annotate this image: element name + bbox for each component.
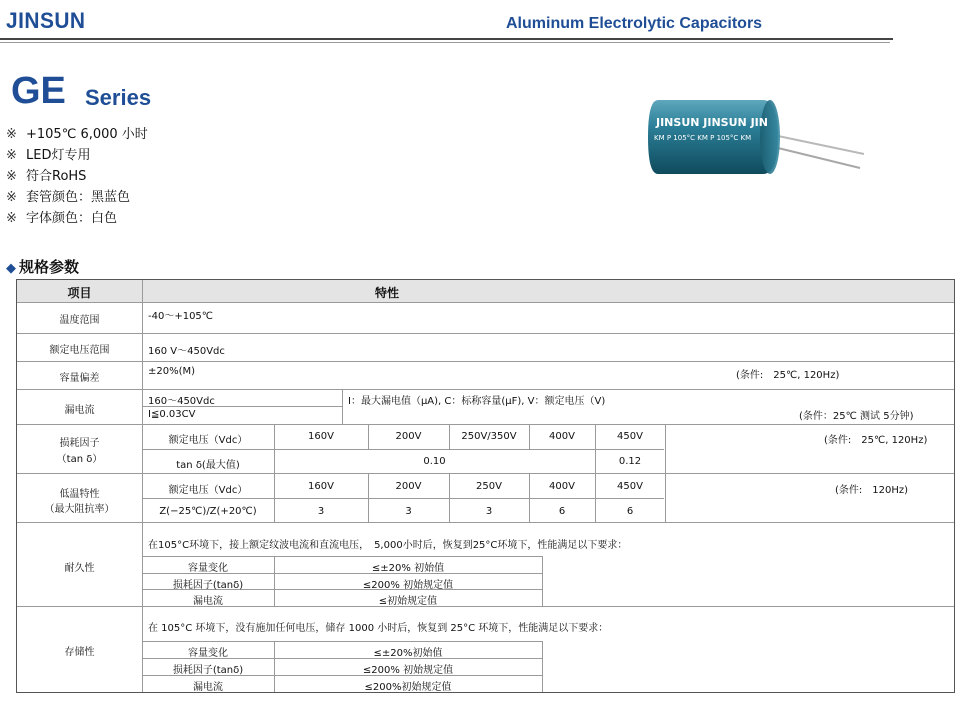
df-voltage: 400V: [549, 431, 575, 442]
lt-ratio: 3: [485, 506, 493, 517]
row-label-leakage: 漏电流: [64, 405, 95, 416]
endurance-item: 容量变化: [188, 563, 228, 574]
lt-ratio: 6: [626, 506, 634, 517]
row-label-low-temperature-sub: （最大阻抗率）: [44, 504, 115, 515]
endurance-item: 漏电流: [193, 596, 223, 607]
df-tan-value: 0.12: [618, 456, 642, 467]
capacitor-icon: [638, 90, 868, 185]
df-voltage: 250V/350V: [461, 431, 517, 442]
tolerance-condition: (条件: 25℃, 120Hz): [736, 370, 840, 381]
df-voltage: 450V: [617, 431, 643, 442]
svg-text:KM P 105°C KM P 105°C KM: KM P 105°C KM P 105°C KM: [654, 134, 752, 142]
feature-item: ※ 符合RoHS: [6, 169, 87, 184]
lt-ratio-label: Z(−25℃)/Z(+20℃): [159, 506, 257, 517]
endurance-item: 损耗因子(tanδ): [172, 580, 244, 591]
temperature-value: -40～+105℃: [148, 311, 214, 322]
storage-value: ≤±20%初始值: [373, 648, 443, 659]
spec-table: [16, 279, 955, 693]
feature-item: ※ LED灯专用: [6, 148, 91, 163]
lt-voltage: 450V: [617, 481, 643, 492]
endurance-value: ≤初始规定值: [378, 596, 438, 607]
df-voltage-label: 额定电压（Vdc）: [168, 435, 248, 446]
row-label-temperature: 温度范围: [59, 315, 100, 326]
storage-item: 漏电流: [193, 682, 223, 693]
brand-logo: JINSUN: [6, 8, 86, 33]
storage-description: 在 105°C 环境下，没有施加任何电压，储存 1000 小时后，恢复到 25°C 环境下，性能满足以下要求：: [148, 623, 609, 634]
row-label-tolerance: 容量偏差: [59, 373, 100, 384]
header-rule: [0, 38, 893, 40]
document-title: Aluminum Electrolytic Capacitors: [506, 15, 763, 32]
leakage-note: I：最大漏电值（μA), C：标称容量(μF), V：额定电压（V): [348, 396, 606, 407]
leakage-formula: I≦0.03CV: [148, 409, 196, 420]
lt-voltage: 160V: [308, 481, 334, 492]
spec-heading: ◆ 规格参数: [6, 258, 80, 276]
row-label-endurance: 耐久性: [64, 563, 95, 574]
series-name: GE: [11, 70, 66, 112]
lt-voltage: 400V: [549, 481, 575, 492]
storage-item: 容量变化: [188, 648, 228, 659]
diamond-icon: ◆: [6, 261, 16, 276]
df-voltage: 160V: [308, 431, 334, 442]
df-tan-value: 0.10: [423, 456, 446, 467]
row-label-dissipation-factor: 损耗因子: [59, 438, 100, 449]
df-condition: (条件: 25℃, 120Hz): [824, 435, 928, 446]
storage-item: 损耗因子(tanδ): [172, 665, 244, 676]
storage-value: ≤200% 初始规定值: [362, 665, 454, 676]
header-rule-thin: [0, 42, 890, 43]
col-header-item: 项目: [67, 286, 92, 300]
lt-voltage: 250V: [476, 481, 502, 492]
df-tan-label: tan δ(最大值): [176, 460, 240, 471]
col-header-characteristics: 特性: [374, 286, 399, 300]
row-label-low-temperature: 低温特性: [59, 489, 100, 500]
lt-voltage-label: 额定电压（Vdc）: [168, 485, 248, 496]
svg-text:JINSUN JINSUN JIN: JINSUN JINSUN JIN: [656, 116, 768, 129]
feature-item: ※ +105℃ 6,000 小时: [6, 127, 148, 142]
lt-ratio: 3: [317, 506, 325, 517]
lt-ratio: 3: [405, 506, 412, 517]
row-label-storage: 存储性: [64, 647, 95, 658]
endurance-value: ≤200% 初始规定值: [362, 580, 454, 591]
series-suffix: Series: [85, 85, 152, 110]
feature-item: ※ 字体颜色：白色: [6, 211, 118, 226]
df-voltage: 200V: [395, 431, 422, 442]
feature-list: [6, 124, 148, 229]
feature-item: ※ 套管颜色：黑蓝色: [6, 190, 131, 205]
voltage-range-value: 160 V～450Vdc: [148, 346, 225, 357]
row-label-dissipation-factor-sub: （tan δ）: [56, 454, 103, 465]
storage-value: ≤200%初始规定值: [364, 682, 452, 693]
endurance-value: ≤±20% 初始值: [371, 563, 445, 574]
row-label-voltage-range: 额定电压范围: [49, 345, 110, 356]
leakage-condition: (条件：25℃ 测试 5分钟): [799, 411, 914, 422]
lt-condition: (条件: 120Hz): [835, 485, 909, 496]
lt-voltage: 200V: [395, 481, 422, 492]
tolerance-value: ±20%(M): [148, 366, 196, 377]
leakage-voltage-range: 160～450Vdc: [148, 396, 215, 407]
lt-ratio: 6: [558, 506, 566, 517]
endurance-description: 在105°C环境下，接上额定纹波电流和直流电压， 5,000小时后，恢复到25°C环境下，性能满足以下要求：: [148, 540, 628, 551]
